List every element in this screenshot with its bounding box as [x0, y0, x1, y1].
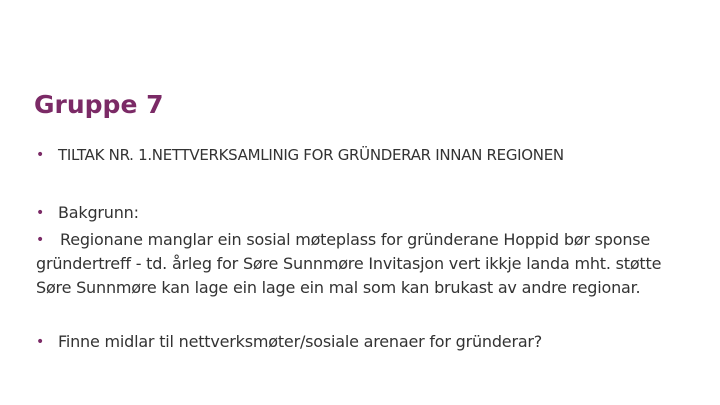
- bullet-item-tiltak: [36, 146, 564, 164]
- bullet-item-finne-midlar: [36, 332, 542, 351]
- bullet-icon: •: [36, 205, 45, 221]
- slide-title: Gruppe 7: [34, 90, 164, 119]
- bullet-text: Finne midlar til nettverksmøter/sosiale arenaer for gründerar?: [58, 332, 543, 351]
- bullet-item-bakgrunn: [36, 203, 139, 222]
- bullet-item-regionane: [36, 228, 676, 299]
- bullet-icon: •: [36, 232, 45, 248]
- bullet-icon: •: [36, 334, 45, 350]
- bullet-icon: •: [36, 147, 44, 163]
- bullet-text: TILTAK NR. 1.NETTVERKSAMLINIG FOR GRÜNDERAR INNAN REGIONEN: [58, 146, 564, 164]
- bullet-text: Regionane manglar ein sosial møteplass for gründerane Hoppid bør sponse gründertreff - td. årleg for Søre Sunnmøre Invitasjon vert ikkje landa mht. støtte Søre Sunnmøre kan lage ein lage ein mal som kan brukast av andre regionar.: [36, 230, 662, 297]
- bullet-text: Bakgrunn:: [58, 203, 139, 222]
